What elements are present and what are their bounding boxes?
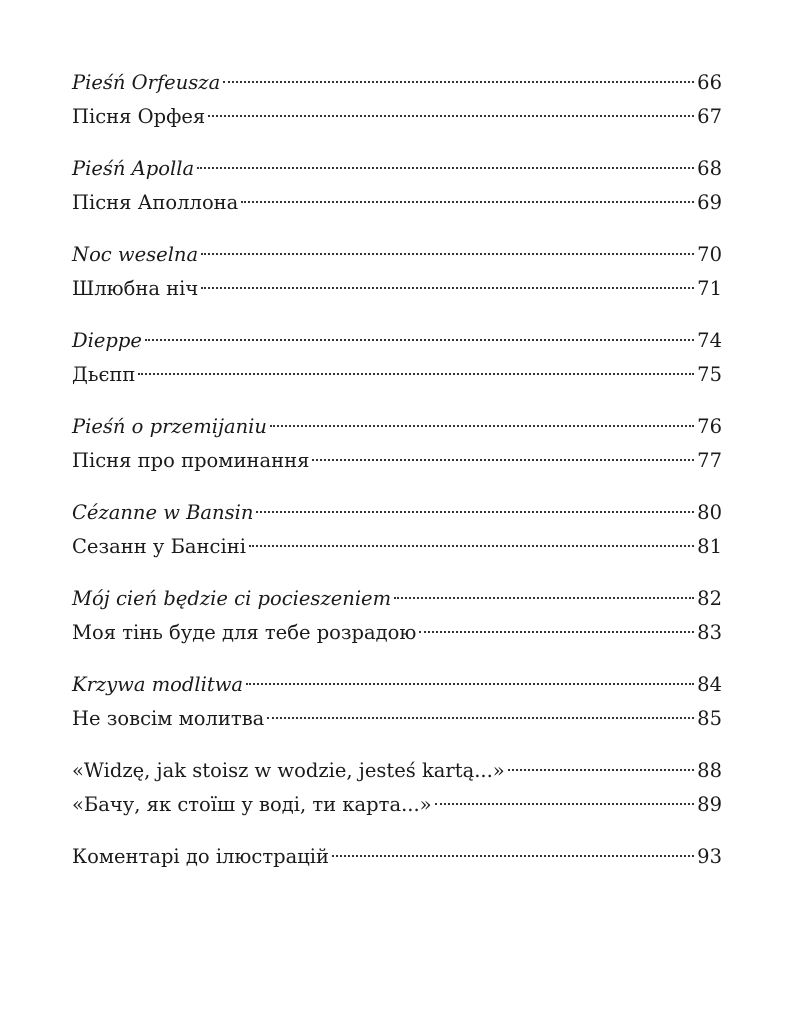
dot-leader [201, 253, 694, 255]
toc-entry-title: Моя тінь буде для тебе розрадою [72, 621, 417, 644]
dot-leader [249, 545, 694, 547]
toc-entry-page-number: 67 [697, 105, 722, 128]
dot-leader [208, 115, 694, 117]
toc-entry-page-number: 93 [697, 845, 722, 868]
toc-entry[interactable] [72, 410, 722, 444]
toc-group [72, 238, 722, 306]
dot-leader [312, 459, 694, 461]
toc-entry-page-number: 77 [697, 449, 722, 472]
toc-entry[interactable] [72, 788, 722, 822]
dot-leader [138, 373, 694, 375]
toc-entry[interactable] [72, 754, 722, 788]
toc-entry-title: Не зовсім молитва [72, 707, 265, 730]
toc-group [72, 668, 722, 736]
dot-leader [246, 683, 694, 685]
toc-group [72, 582, 722, 650]
dot-leader [197, 167, 694, 169]
toc-entry[interactable] [72, 238, 722, 272]
toc-entry[interactable] [72, 530, 722, 564]
dot-leader [267, 717, 694, 719]
toc-entry-page-number: 80 [697, 501, 722, 524]
toc-entry[interactable] [72, 668, 722, 702]
toc-entry-page-number: 75 [697, 363, 722, 386]
toc-group [72, 152, 722, 220]
toc-entry-page-number: 82 [697, 587, 722, 610]
toc-entry[interactable] [72, 582, 722, 616]
toc-entry[interactable] [72, 100, 722, 134]
dot-leader [145, 339, 694, 341]
table-of-contents [72, 66, 722, 874]
dot-leader [508, 769, 694, 771]
toc-entry-page-number: 76 [697, 415, 722, 438]
toc-entry-title: «Widzę, jak stoisz w wodzie, jesteś kartą...» [72, 759, 505, 782]
toc-entry-title: Шлюбна ніч [72, 277, 199, 300]
toc-entry-page-number: 71 [697, 277, 722, 300]
toc-entry-page-number: 84 [697, 673, 722, 696]
toc-entry[interactable] [72, 152, 722, 186]
dot-leader [256, 511, 694, 513]
toc-entry-page-number: 70 [697, 243, 722, 266]
toc-entry-title: Cézanne w Bansin [72, 501, 254, 524]
toc-entry[interactable] [72, 840, 722, 874]
toc-entry-title: Pieśń Orfeusza [72, 71, 221, 94]
toc-entry-page-number: 88 [697, 759, 722, 782]
toc-entry[interactable] [72, 444, 722, 478]
toc-entry[interactable] [72, 702, 722, 736]
toc-entry[interactable] [72, 324, 722, 358]
toc-entry[interactable] [72, 66, 722, 100]
toc-group [72, 496, 722, 564]
toc-entry-page-number: 74 [697, 329, 722, 352]
toc-entry-title: Mój cień będzie ci pocieszeniem [72, 587, 392, 610]
toc-entry-title: Pieśń o przemijaniu [72, 415, 267, 438]
toc-entry[interactable] [72, 358, 722, 392]
toc-entry-title: Dieppe [72, 329, 142, 352]
toc-entry-title: Сезанн у Бансіні [72, 535, 246, 558]
toc-entry-page-number: 89 [697, 793, 722, 816]
toc-entry-title: Пісня Аполлона [72, 191, 239, 214]
toc-group [72, 840, 722, 874]
toc-entry[interactable] [72, 272, 722, 306]
toc-entry-title: Коментарі до ілюстрацій [72, 845, 330, 868]
toc-entry-title: Krzywa modlitwa [72, 673, 244, 696]
dot-leader [223, 81, 694, 83]
dot-leader [435, 803, 695, 805]
toc-entry[interactable] [72, 186, 722, 220]
dot-leader [201, 287, 694, 289]
toc-entry-title: Дьєпп [72, 363, 136, 386]
toc-entry[interactable] [72, 616, 722, 650]
toc-entry-page-number: 81 [697, 535, 722, 558]
toc-group [72, 66, 722, 134]
toc-group [72, 410, 722, 478]
dot-leader [241, 201, 694, 203]
toc-entry-title: Noc weselna [72, 243, 199, 266]
toc-entry-title: «Бачу, як стоїш у воді, ти карта...» [72, 793, 432, 816]
toc-entry-page-number: 68 [697, 157, 722, 180]
toc-entry-title: Pieśń Apolla [72, 157, 195, 180]
toc-group [72, 324, 722, 392]
dot-leader [394, 597, 694, 599]
toc-entry-page-number: 69 [697, 191, 722, 214]
toc-entry-title: Пісня про проминання [72, 449, 310, 472]
toc-entry-page-number: 83 [697, 621, 722, 644]
toc-entry-page-number: 66 [697, 71, 722, 94]
toc-entry-page-number: 85 [697, 707, 722, 730]
dot-leader [270, 425, 694, 427]
toc-entry-title: Пісня Орфея [72, 105, 206, 128]
toc-group [72, 754, 722, 822]
dot-leader [419, 631, 694, 633]
dot-leader [332, 855, 694, 857]
toc-entry[interactable] [72, 496, 722, 530]
